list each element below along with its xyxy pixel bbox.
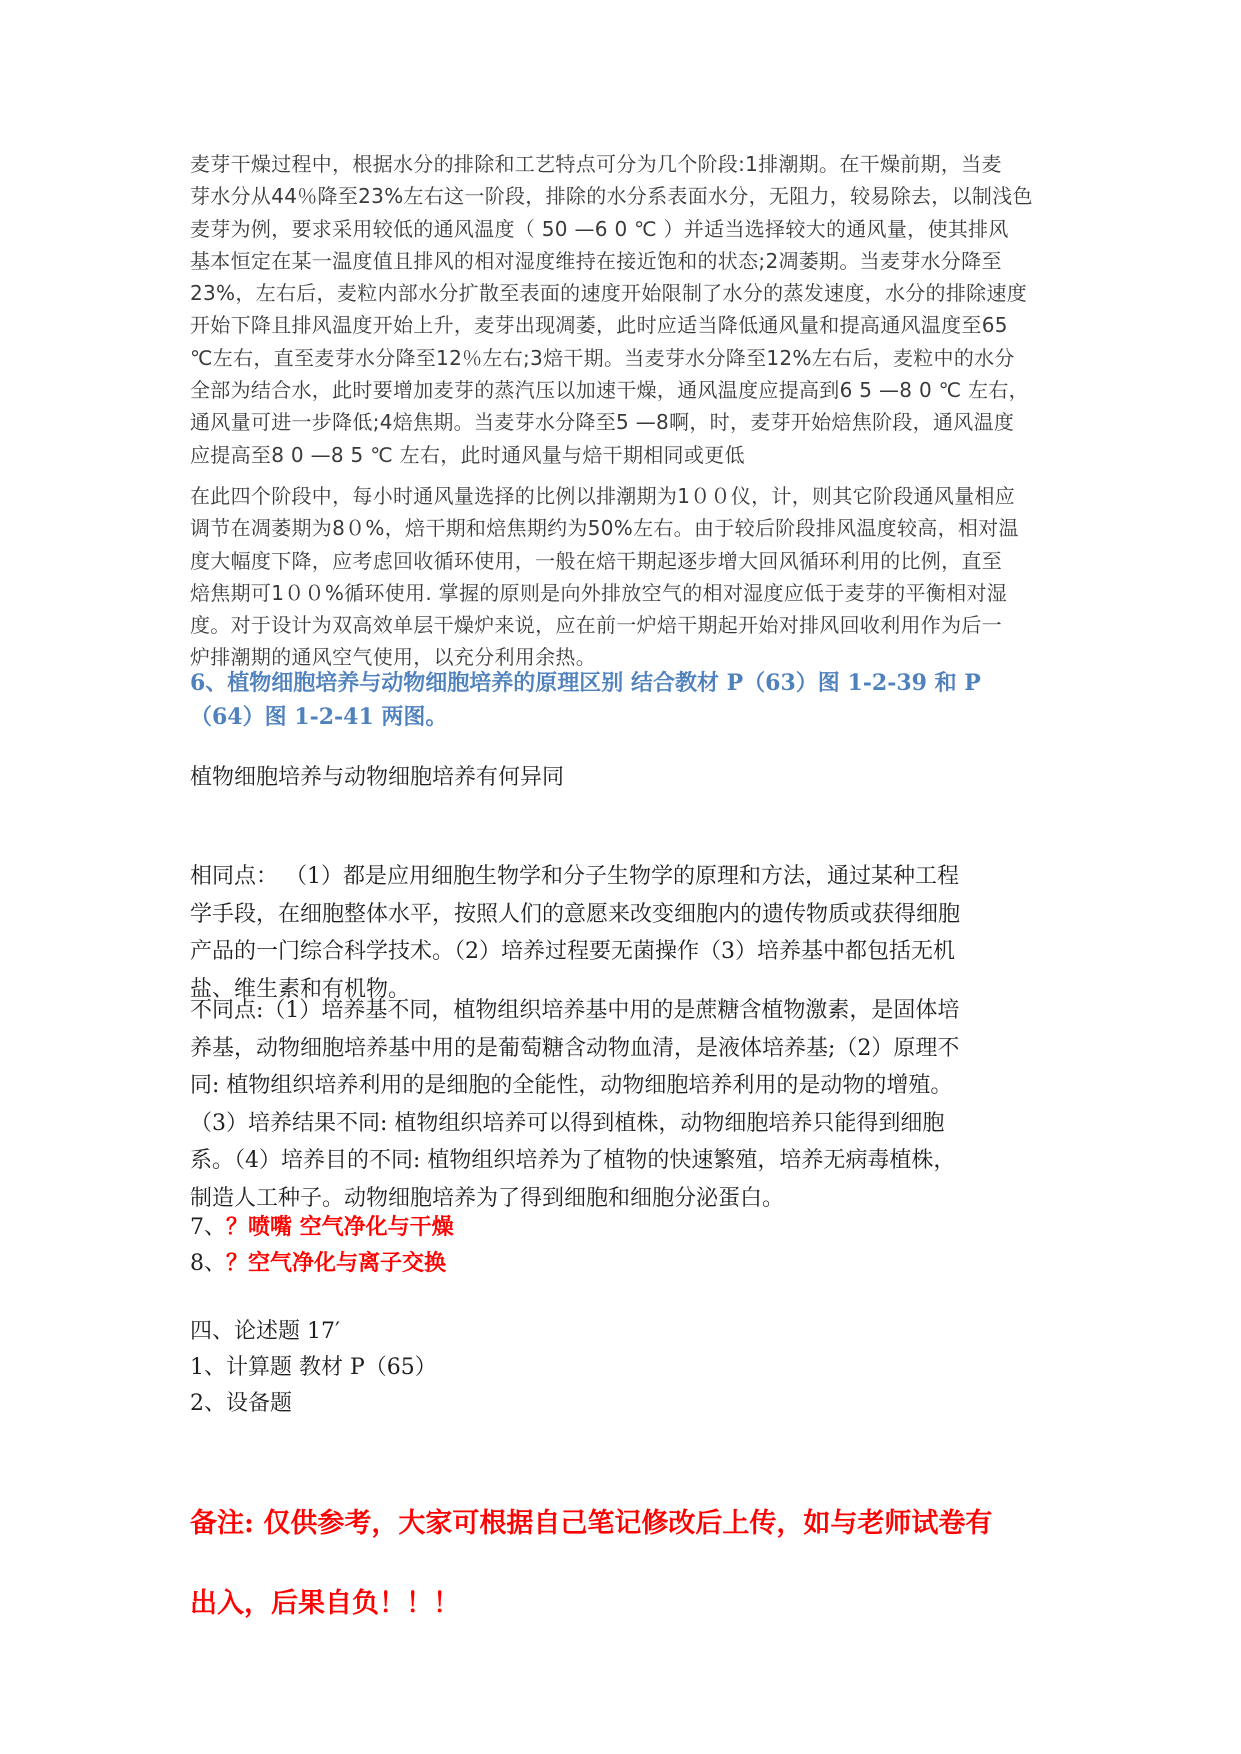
- question-8: [190, 1246, 1050, 1281]
- text-line: 同: 植物组织培养利用的是细胞的全能性，动物细胞培养利用的是动物的增殖。: [190, 1073, 953, 1098]
- note-line: 出入，后果自负！！！: [190, 1588, 460, 1619]
- text-line: 23%，左右后，麦粒内部水分扩散至表面的速度开始限制了水分的蒸发速度，水分的排除速度: [190, 281, 1028, 306]
- disclaimer-note: [190, 1484, 1050, 1644]
- text-line: 学手段，在细胞整体水平，按照人们的意愿来改变细胞内的遗传物质或获得细胞: [190, 901, 961, 927]
- question-number: 7、: [190, 1215, 226, 1240]
- text-line: 炉排潮期的通风空气使用，以充分利用余热。: [190, 645, 596, 670]
- text-line: 基本恒定在某一温度值且排风的相对湿度维持在接近饱和的状态;2凋萎期。当麦芽水分降至: [190, 248, 1002, 273]
- question-7: [190, 1210, 1050, 1245]
- heading-line: （64）图 1-2-41 两图。: [190, 704, 448, 730]
- equipment-item: 2、设备题: [190, 1391, 292, 1416]
- text-line: 芽水分从44％降至23%左右这一阶段，排除的水分系表面水分，无阻力，较易除去，以制浅色: [190, 184, 1033, 209]
- ventilation-ratio-paragraph: [190, 480, 1050, 674]
- text-line: 通风量可进一步降低;4焙焦期。当麦芽水分降至5 —8啊，时，麦芽开始焙焦阶段，通风温度: [190, 410, 1015, 435]
- text-line: 不同点:（1）培养基不同，植物组织培养基中用的是蔗糖含植物激素，是固体培: [190, 998, 960, 1023]
- text-line: （3）培养结果不同: 植物组织培养可以得到植株，动物细胞培养只能得到细胞: [190, 1110, 945, 1136]
- malt-drying-paragraph: [190, 148, 1050, 471]
- text-line: 系。（4）培养目的不同: 植物组织培养为了植物的快速繁殖，培养无病毒植株，: [190, 1148, 956, 1173]
- question-number: 8、: [190, 1251, 226, 1276]
- text-line: 度大幅度下降，应考虑回收循环使用，一般在焙干期起逐步增大回风循环利用的比例，直至: [190, 548, 1002, 573]
- text-line: 开始下降且排风温度开始上升，麦芽出现凋萎，此时应适当降低通风量和提高通风温度至65: [190, 313, 1008, 338]
- question-title: 植物细胞培养与动物细胞培养有何异同: [190, 765, 565, 790]
- text-line: 相同点： （1）都是应用细胞生物学和分子生物学的原理和方法，通过某种工程: [190, 864, 959, 889]
- question-text: ？空气净化与离子交换: [226, 1250, 447, 1276]
- text-line: 麦芽干燥过程中，根据水分的排除和工艺特点可分为几个阶段:1排潮期。在干燥前期，当麦: [190, 152, 1002, 176]
- text-line: 养基，动物细胞培养基中用的是葡萄糖含动物血清，是液体培养基;（2）原理不: [190, 1035, 960, 1061]
- section-4-heading: 四、论述题 17′: [190, 1319, 340, 1344]
- text-line: 应提高至8 0 —8 5 ℃ 左右，此时通风量与焙干期相同或更低: [190, 442, 745, 467]
- text-line: 在此四个阶段中，每小时通风量选择的比例以排潮期为1００仪，计，则其它阶段通风量相应: [190, 484, 1016, 508]
- note-line: 备注: 仅供参考，大家可根据自己笔记修改后上传，如与老师试卷有: [190, 1508, 993, 1539]
- text-line: 度。对于设计为双高效单层干燥炉来说，应在前一炉焙干期起开始对排风回收利用作为后一: [190, 613, 1002, 638]
- text-line: ℃左右，直至麦芽水分降至12％左右;3焙干期。当麦芽水分降至12%左右后，麦粒中的水分: [190, 345, 1015, 370]
- text-line: 制造人工种子。动物细胞培养为了得到细胞和细胞分泌蛋白。: [190, 1185, 785, 1211]
- question-6-heading: [190, 666, 1050, 734]
- question-text: ？喷嘴 空气净化与干燥: [226, 1214, 454, 1240]
- calculation-item: 1、计算题 教材 P（65）: [190, 1355, 437, 1380]
- differences-paragraph: [190, 992, 1050, 1217]
- text-line: 盐、维生素和有机物。: [190, 976, 411, 1002]
- similarities-paragraph: [190, 858, 1050, 1008]
- heading-line: 6、植物细胞培养与动物细胞培养的原理区别 结合教材 P（63）图 1-2-39 和 P: [190, 670, 981, 696]
- text-line: 调节在凋萎期为8０%，焙干期和焙焦期约为50%左右。由于较后阶段排风温度较高，相对温: [190, 516, 1019, 541]
- text-line: 麦芽为例，要求采用较低的通风温度（ 50 —6 0 ℃ ）并适当选择较大的通风量，使其排风: [190, 216, 1009, 241]
- text-line: 产品的一门综合科学技术。（2）培养过程要无菌操作（3）培养基中都包括无机: [190, 939, 955, 964]
- text-line: 全部为结合水，此时要增加麦芽的蒸汽压以加速干燥，通风温度应提高到6 5 —8 0 ℃ 左右，: [190, 378, 1029, 403]
- text-line: 焙焦期可1００%循环使用. 掌握的原则是向外排放空气的相对湿度应低于麦芽的平衡相对湿: [190, 580, 1008, 605]
